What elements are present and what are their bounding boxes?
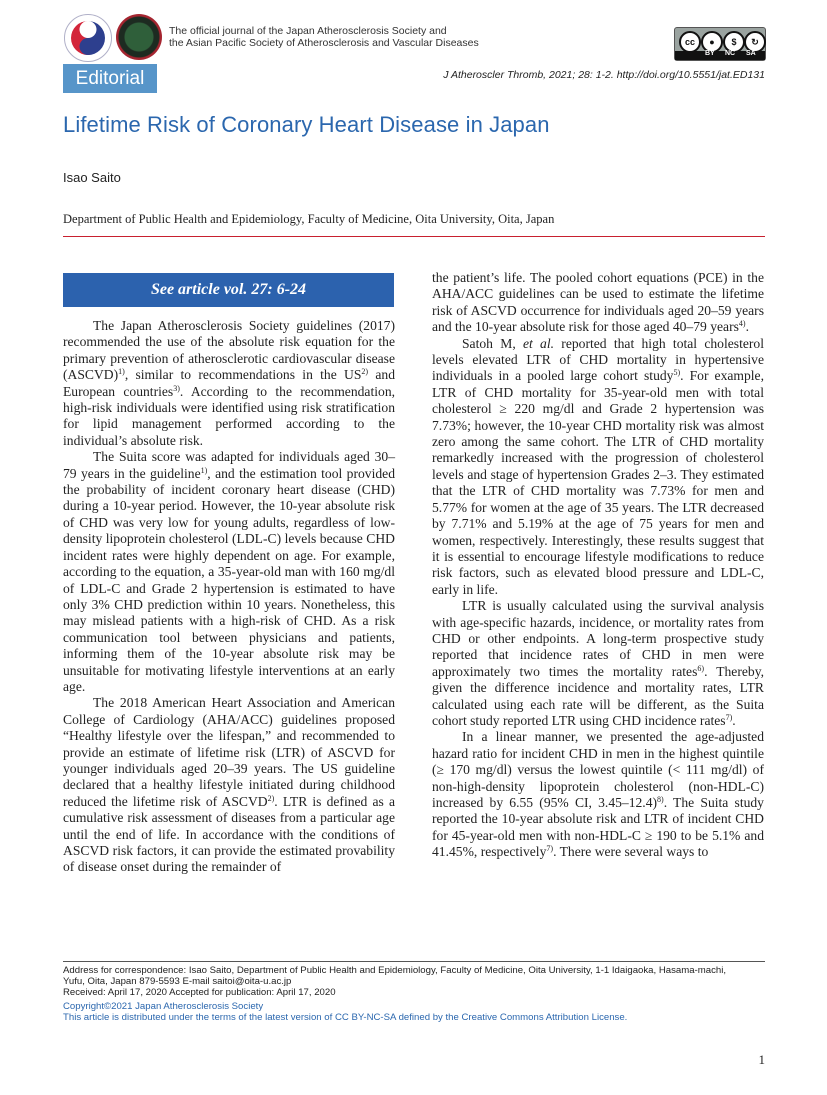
ref-sup[interactable]: 1) (200, 465, 208, 475)
paragraph: In a linear manner, we presented the age-adjusted hazard ratio for incident CHD in men in the highest quintile (≥ 170 mg/dl) versus the lowest quintile (< 111 mg/dl) of non-high-density lipoprotein cholesterol (non-HDL-C) increased by 6.55 (95% CI, 3.45–12.4)$^{8)}$. The Suita study reported the 10-year absolute risk and LTR of incident CHD for 45-year-old men with non-HDL-C ≥ 190 to be 5.1% and 41.45%, respectively$^{7)}$. There were several ways to (432, 729, 764, 860)
ref-sup[interactable]: 4) (738, 319, 746, 329)
paragraph: The Suita score was adapted for individuals aged 30–79 years in the guideline$^{1)}$, and the estimation tool provided the probability of incident coronary heart disease (CHD) during a 10-year period. However, the 10-year absolute risk of CHD was very low for young adults, regardless of low-density lipoprotein cholesterol (LDL-C) levels because CHD incident rates were highly dependent on age. For example, according to the equation, a 35-year-old man with 160 mg/dl of LDL-C and Grade 2 hypertension is estimated to have only 3% CHD prediction within 10 years. Nonetheless, this may mislead patients with a high-risk of CHD. As a risk communication tool between physicians and patients, informing them of the 10-year absolute risk may be unsuitable for motivating lifestyle interventions at an early age. (63, 449, 395, 694)
by-label: BY (705, 50, 715, 57)
title-divider (63, 236, 765, 237)
ref-sup[interactable]: 8) (657, 795, 664, 804)
sa-label: SA (746, 50, 756, 57)
ref-sup[interactable]: 6) (697, 663, 705, 673)
cc-icon: cc (679, 31, 701, 53)
ref-sup[interactable]: 5) (673, 368, 681, 378)
nc-dollar-icon: $ (723, 31, 745, 53)
affiliation: Department of Public Health and Epidemiology, Faculty of Medicine, Oita University, Oita, Japan (63, 212, 555, 226)
author-name: Isao Saito (63, 170, 121, 185)
journal-line-1: The official journal of the Japan Atherosclerosis Society and (169, 25, 447, 37)
paragraph: The Japan Atherosclerosis Society guidelines (2017) recommended the use of the absolute risk equation for the primary prevention of atherosclerotic cardiovascular disease (ASCVD)$^{1)}$, similar to recommendations in the US$^{2)}$ and European countries$^{3)}$. According to the recommendation, high-risk individuals were identified using risk stratification for lipid management performed according to the individual’s absolute risk. (63, 318, 396, 448)
correspondence-address-1: Address for correspondence: Isao Saito, Department of Public Health and Epidemiology, Faculty of Medicine, Oita University, 1-1 Idaigaoka, Hasama-machi, (63, 965, 726, 976)
journal-line-2: the Asian Pacific Society of Atherosclerosis and Vascular Diseases (169, 37, 479, 49)
ref-sup[interactable]: 7) (546, 844, 554, 854)
jas-logo (64, 14, 112, 62)
license-line[interactable]: This article is distributed under the terms of the latest version of CC BY-NC-SA defined by the Creative Commons Attribution License. (63, 1012, 628, 1023)
footer-divider (63, 961, 765, 962)
paragraph: The 2018 American Heart Association and American College of Cardiology (AHA/ACC) guidelines proposed “Healthy lifestyle over the lifespan,” and recommended to provide an estimate of lifetime risk (LTR) of ASCVD for younger individuals aged 20–39 years. The US guideline declared that a healthy lifestyle initiated during childhood reduced the lifetime risk of ASCVD$^{2)}$. LTR is defined as a cumulative risk assessment of diseases from a particular age until the end of life. In accordance with the conditions of ASCVD risk factors, it can provide the estimated provability of disease onset during the remainder of (63, 695, 395, 875)
apsavd-logo (116, 14, 162, 60)
citation-line[interactable]: J Atheroscler Thromb, 2021; 28: 1-2. http://doi.org/10.5551/jat.ED131 (443, 69, 765, 81)
ref-sup[interactable]: 7) (725, 712, 733, 722)
ref-sup[interactable]: 3) (173, 383, 180, 393)
ref-sup[interactable]: 1) (118, 367, 125, 377)
jas-logo-icon (65, 15, 111, 61)
nc-label: NC (725, 50, 736, 57)
license-strip (675, 51, 765, 60)
right-column (432, 270, 764, 861)
paragraph: Satoh M, et al. reported that high total cholesterol levels elevated LTR of CHD mortality in hypertensive individuals in a pooled large cohort study$^{5)}$. For example, LTR of CHD mortality for 35-year-old men with total cholesterol ≥ 220 mg/dl and Grade 2 hypertension was 7.73%; however, the 10-year CHD mortality risk was almost zero among the same cohort. The LTR of CHD mortality remarkedly increased with the progression of cholesterol levels and stage of hypertension Grades 2–3. They estimated that the LTR of CHD mortality was 7.73% for men and 5.77% for women at the age of 35 years. The LTR decreased by 7.71% and 5.19% at the age of 75 years for men and women, respectively. Interestingly, these results suggest that it is essential to encourage lifestyle modifications to reduce risk factors, such as elevated blood pressure and LDL-C, early in life. (432, 335, 764, 597)
by-person-icon: ● (701, 31, 723, 53)
article-title: Lifetime Risk of Coronary Heart Disease in Japan (63, 112, 550, 137)
left-column (63, 318, 395, 876)
ref-sup[interactable]: 2) (267, 793, 275, 803)
cc-license-badge[interactable] (674, 27, 766, 61)
received-dates: Received: April 17, 2020 Accepted for publication: April 17, 2020 (63, 987, 336, 998)
paragraph: LTR is usually calculated using the survival analysis with age-specific hazards, incidence, or mortality rates from CHD or other endpoints. A long-term prospective study reported that incidence rates of CHD in men were approximately two times the mortality rates$^{6)}$. Thereby, given the difference incidence and mortality rates, LTR calculated using each rate will be different, as the Suita cohort study reported LTR using CHD incidence rates$^{7)}$. (432, 598, 765, 728)
page-number: 1 (758, 1052, 765, 1067)
ref-sup[interactable]: 2) (361, 367, 369, 377)
paragraph: the patient’s life. The pooled cohort equations (PCE) in the AHA/ACC guidelines can be used to estimate the lifetime risk of ASCVD occurrence for individuals aged 20–59 years and the 10-year absolute risk for those aged 40–79 years$^{4)}$. (432, 270, 764, 335)
copyright-line: Copyright©2021 Japan Atherosclerosis Society (63, 1001, 264, 1012)
see-article-banner[interactable]: See article vol. 27: 6-24 (63, 273, 394, 307)
sa-share-icon: ↻ (744, 31, 766, 53)
section-tab-editorial: Editorial (63, 64, 157, 93)
correspondence-address-2: Yufu, Oita, Japan 879-5593 E-mail saitoi@oita-u.ac.jp (63, 976, 292, 987)
